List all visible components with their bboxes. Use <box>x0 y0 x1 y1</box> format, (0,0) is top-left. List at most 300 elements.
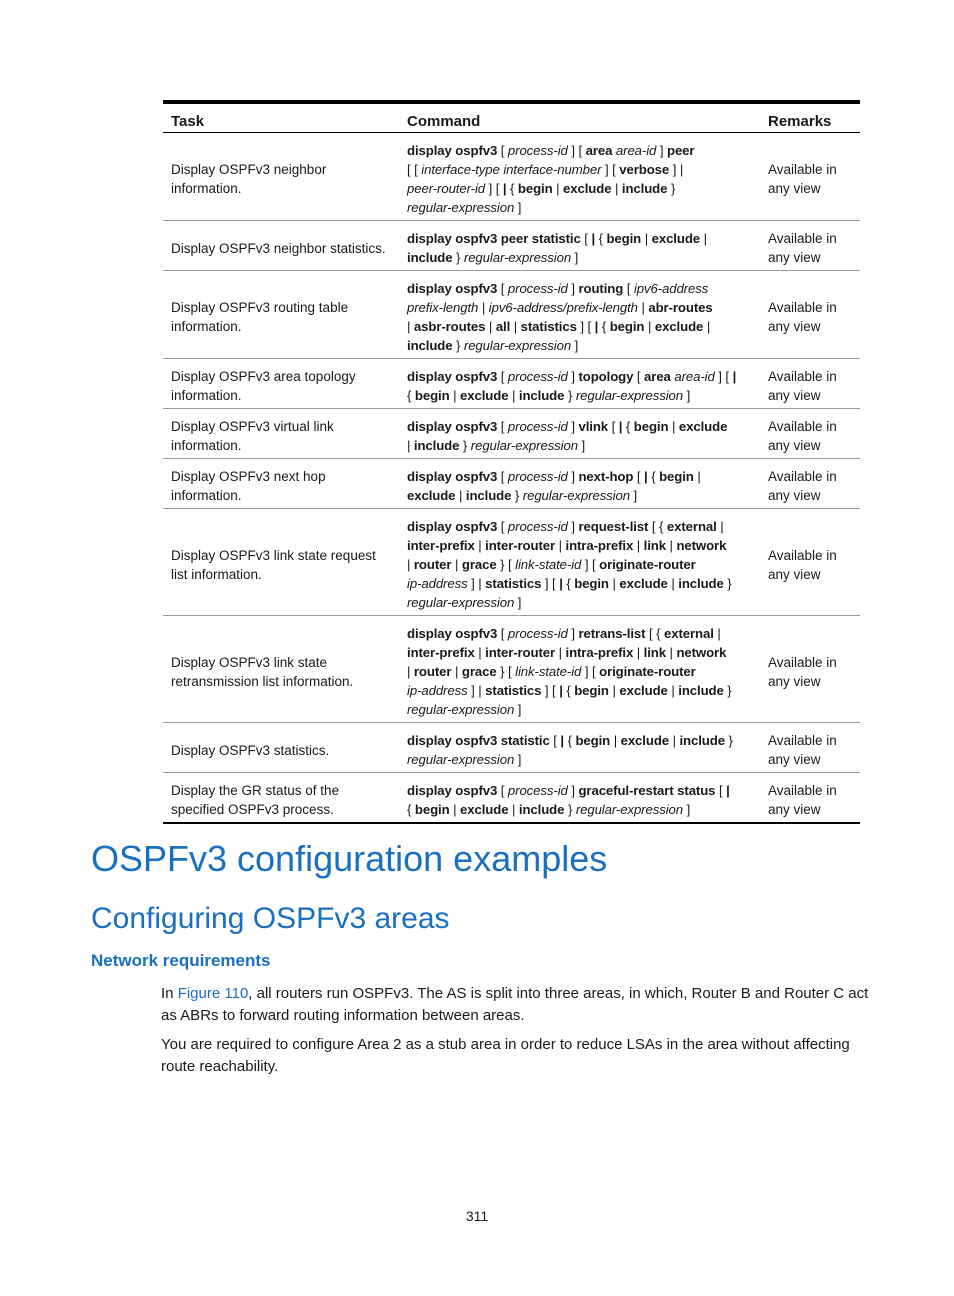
command-keyword: router <box>413 557 452 572</box>
command-syntax: | <box>667 683 679 698</box>
command-syntax: | <box>633 645 644 660</box>
task-line: Display OSPFv3 area topology <box>171 369 356 384</box>
command-syntax: ] <box>571 250 579 265</box>
command-keyword: exclude <box>651 231 701 246</box>
command-keyword: external <box>664 626 714 641</box>
remarks-line: Available in <box>768 300 837 315</box>
command-syntax: } [ <box>496 557 516 572</box>
command-cell <box>399 723 760 773</box>
figure-110-link[interactable]: Figure 110 <box>177 985 249 1002</box>
command-syntax: [ <box>497 469 508 484</box>
command-syntax: { <box>595 231 607 246</box>
table-row <box>163 409 860 459</box>
command-syntax: { <box>598 319 610 334</box>
command-keyword: inter-router <box>485 645 556 660</box>
task-cell <box>163 773 399 824</box>
remarks-line: Available in <box>768 654 837 670</box>
command-keyword: display ospfv3 <box>407 369 498 384</box>
command-syntax: ] <box>567 519 579 534</box>
command-line <box>407 179 752 198</box>
task-line: information. <box>171 388 242 403</box>
command-syntax: } [ <box>496 664 516 679</box>
command-keyword: originate-router <box>599 664 696 679</box>
command-keyword: display ospfv3 peer statistic <box>407 231 581 246</box>
command-keyword: exclude <box>460 388 509 403</box>
command-syntax: [ <box>715 783 727 798</box>
remarks-line: Available in <box>768 469 837 484</box>
command-syntax: | <box>693 469 701 484</box>
command-line <box>407 141 752 160</box>
task-cell <box>163 723 399 773</box>
command-keyword: display ospfv3 statistic <box>407 733 550 748</box>
command-syntax: ] [ <box>567 143 586 158</box>
command-argument: interface-type interface-number <box>421 162 602 177</box>
command-syntax: } <box>459 438 471 453</box>
subsection-heading: Configuring OSPFv3 areas <box>91 902 450 935</box>
command-syntax: ] <box>567 369 579 384</box>
command-cell <box>399 221 760 271</box>
command-argument: area-id <box>615 143 657 158</box>
command-argument: process-id <box>507 626 568 641</box>
command-syntax: } <box>564 388 576 403</box>
command-keyword: begin <box>414 388 450 403</box>
command-syntax: | <box>455 488 466 503</box>
command-syntax: { <box>564 733 576 748</box>
command-syntax: | <box>407 557 414 572</box>
command-line <box>407 624 752 643</box>
command-syntax: | <box>555 538 566 553</box>
command-syntax: ] <box>567 469 579 484</box>
command-line <box>407 298 752 317</box>
command-syntax: | <box>700 231 707 246</box>
command-keyword: asbr-routes <box>413 319 486 334</box>
command-syntax: | <box>610 733 621 748</box>
command-syntax: | <box>485 319 496 334</box>
command-syntax: ] [ <box>541 576 560 591</box>
table-row <box>163 459 860 509</box>
remarks-line: Available in <box>768 783 837 798</box>
command-syntax: [ <box>623 281 634 296</box>
command-keyword: statistics <box>485 576 542 591</box>
command-syntax: ] <box>577 438 586 453</box>
task-line: Display OSPFv3 neighbor <box>171 162 327 177</box>
command-line <box>407 574 752 593</box>
command-syntax: ] <box>683 802 691 817</box>
command-syntax: | <box>665 645 677 660</box>
command-syntax: ] <box>629 488 638 503</box>
command-keyword: include <box>407 250 453 265</box>
task-cell <box>163 409 399 459</box>
remarks-line: any view <box>768 802 821 817</box>
command-syntax: | <box>668 419 679 434</box>
command-keyword: display ospfv3 <box>407 281 498 296</box>
command-keyword: begin <box>414 802 450 817</box>
command-keyword: statistics <box>520 319 577 334</box>
command-keyword: intra-prefix <box>565 645 634 660</box>
command-keyword: include <box>407 338 453 353</box>
command-line <box>407 367 752 386</box>
command-line <box>407 781 752 800</box>
command-syntax: ] [ <box>576 319 595 334</box>
command-keyword: peer <box>666 143 695 158</box>
command-syntax: | <box>608 683 620 698</box>
command-syntax: ] <box>514 702 522 717</box>
command-argument: prefix-length <box>407 300 479 315</box>
command-keyword: include <box>678 683 724 698</box>
subsubsection-heading: Network requirements <box>91 951 271 970</box>
command-keyword: verbose <box>619 162 670 177</box>
remarks-cell <box>760 773 860 824</box>
command-syntax: { <box>407 388 415 403</box>
command-keyword: begin <box>659 469 694 484</box>
command-argument: regular-expression <box>407 752 515 767</box>
command-line <box>407 593 752 612</box>
command-keyword: | <box>618 419 623 434</box>
remarks-line: Available in <box>768 419 837 434</box>
command-syntax: | <box>449 388 461 403</box>
command-syntax: | <box>665 538 677 553</box>
command-syntax: | <box>508 388 519 403</box>
command-syntax: | <box>669 733 680 748</box>
command-syntax: } <box>723 576 732 591</box>
command-syntax: [ <box>549 733 561 748</box>
command-syntax: { <box>622 419 634 434</box>
command-keyword: network <box>676 538 727 553</box>
command-keyword: area <box>585 143 613 158</box>
command-keyword: exclude <box>460 802 509 817</box>
task-line: information. <box>171 438 242 453</box>
command-argument: ipv6-address <box>633 281 709 296</box>
remarks-line: any view <box>768 388 821 403</box>
task-cell <box>163 271 399 359</box>
remarks-line: Available in <box>768 162 837 177</box>
command-syntax: ] <box>567 281 579 296</box>
task-cell <box>163 509 399 616</box>
command-argument: regular-expression <box>470 438 578 453</box>
command-keyword: vlink <box>578 419 609 434</box>
command-keyword: statistics <box>485 683 542 698</box>
command-keyword: begin <box>606 231 642 246</box>
command-syntax: ] [ <box>581 664 600 679</box>
command-syntax: ] | <box>467 683 486 698</box>
command-keyword: exclude <box>619 683 668 698</box>
task-line: Display OSPFv3 neighbor statistics. <box>171 240 386 256</box>
task-line: Display OSPFv3 virtual link <box>171 419 334 434</box>
command-keyword: intra-prefix <box>565 538 634 553</box>
command-keyword: link <box>643 538 666 553</box>
command-line <box>407 517 752 536</box>
command-keyword: | <box>726 783 730 798</box>
command-cell <box>399 459 760 509</box>
command-cell <box>399 616 760 723</box>
command-keyword: | <box>502 181 507 196</box>
command-cell <box>399 133 760 221</box>
remarks-line: any view <box>768 250 821 265</box>
command-keyword: exclude <box>678 419 728 434</box>
command-argument: regular-expression <box>407 702 515 717</box>
command-syntax: [ <box>497 419 508 434</box>
command-syntax: | <box>716 519 724 534</box>
task-line: Display OSPFv3 next hop <box>171 469 326 484</box>
paragraph-text: In <box>161 985 178 1002</box>
command-keyword: include <box>679 733 725 748</box>
task-line: Display OSPFv3 routing table <box>171 300 349 315</box>
command-keyword: inter-router <box>485 538 556 553</box>
command-argument: peer-router-id <box>407 181 486 196</box>
command-keyword: | <box>559 683 563 698</box>
remarks-cell <box>760 459 860 509</box>
command-syntax: | <box>508 802 519 817</box>
command-keyword: link <box>643 645 666 660</box>
command-syntax: [ <box>580 231 592 246</box>
command-syntax: } <box>511 488 523 503</box>
command-keyword: include <box>518 388 565 403</box>
command-keyword: display ospfv3 <box>407 143 498 158</box>
command-syntax: | <box>611 181 622 196</box>
remarks-cell <box>760 271 860 359</box>
command-argument: link-state-id <box>515 664 582 679</box>
remarks-cell <box>760 409 860 459</box>
network-requirements-paragraph-2: You are required to configure Area 2 as a stub area in order to reduce LSAs in the area without affecting route reachability. <box>161 1036 850 1075</box>
command-argument: area-id <box>674 369 715 384</box>
task-cell <box>163 359 399 409</box>
page-number: 311 <box>465 1208 489 1224</box>
header-command: Command <box>399 102 760 133</box>
table-header-row <box>163 102 860 133</box>
command-argument: process-id <box>507 783 568 798</box>
command-syntax: ] [ <box>485 181 503 196</box>
command-line <box>407 467 752 486</box>
remarks-cell <box>760 509 860 616</box>
table-row <box>163 133 860 221</box>
command-argument: ipv6-address/prefix-length <box>488 300 638 315</box>
command-line <box>407 248 752 267</box>
command-argument: process-id <box>507 143 568 158</box>
command-keyword: begin <box>574 683 609 698</box>
command-argument: ip-address <box>407 576 468 591</box>
command-keyword: display ospfv3 <box>407 419 498 434</box>
header-task: Task <box>163 102 399 133</box>
command-syntax: ] <box>656 143 667 158</box>
remarks-line: any view <box>768 488 821 503</box>
command-syntax: ] [ <box>581 557 600 572</box>
command-keyword: grace <box>461 664 497 679</box>
command-syntax: [ { <box>645 626 664 641</box>
command-syntax: ] [ <box>541 683 560 698</box>
command-syntax: ] <box>514 595 522 610</box>
remarks-line: Available in <box>768 231 837 246</box>
command-syntax: { <box>407 802 415 817</box>
command-argument: process-id <box>507 281 568 296</box>
command-argument: regular-expression <box>463 250 572 265</box>
command-syntax: | <box>451 664 462 679</box>
command-keyword: topology <box>578 369 634 384</box>
command-syntax: | <box>451 557 462 572</box>
command-keyword: | <box>644 469 648 484</box>
command-syntax: | <box>449 802 461 817</box>
command-argument: process-id <box>507 469 568 484</box>
task-line: Display OSPFv3 link state request <box>171 547 376 563</box>
command-syntax: | <box>474 645 486 660</box>
command-argument: process-id <box>507 419 568 434</box>
command-keyword: grace <box>461 557 497 572</box>
command-line <box>407 486 752 505</box>
command-line <box>407 643 752 662</box>
command-keyword: network <box>676 645 727 660</box>
command-syntax: ] <box>683 388 691 403</box>
command-keyword: graceful-restart status <box>578 783 716 798</box>
command-keyword: | <box>594 319 599 334</box>
command-line <box>407 336 752 355</box>
command-line <box>407 700 752 719</box>
task-line: information. <box>171 319 242 334</box>
remarks-line: Available in <box>768 733 837 748</box>
command-syntax: | <box>407 438 414 453</box>
command-argument: regular-expression <box>407 595 515 610</box>
table-row <box>163 773 860 824</box>
task-cell <box>163 616 399 723</box>
task-line: Display OSPFv3 link state <box>171 654 328 670</box>
command-syntax: | <box>407 319 414 334</box>
command-keyword: exclude <box>619 576 668 591</box>
command-keyword: include <box>465 488 512 503</box>
command-keyword: display ospfv3 <box>407 469 498 484</box>
command-keyword: all <box>495 319 511 334</box>
command-line <box>407 731 752 750</box>
command-syntax: [ <box>497 519 508 534</box>
command-syntax: { <box>647 469 660 484</box>
table-row <box>163 616 860 723</box>
network-requirements-paragraph-1 <box>161 983 873 1027</box>
command-argument: process-id <box>507 369 568 384</box>
command-keyword: routing <box>578 281 624 296</box>
header-remarks: Remarks <box>760 102 860 133</box>
remarks-line: any view <box>768 319 821 334</box>
command-keyword: exclude <box>563 181 612 196</box>
command-syntax: ] | <box>467 576 486 591</box>
task-line: list information. <box>171 566 262 582</box>
command-keyword: begin <box>575 733 611 748</box>
command-syntax: | <box>637 300 649 315</box>
remarks-line: any view <box>768 438 821 453</box>
command-syntax: } <box>724 733 733 748</box>
command-syntax: | <box>703 319 711 334</box>
remarks-cell <box>760 221 860 271</box>
command-argument: regular-expression <box>575 802 683 817</box>
command-syntax: | <box>667 576 679 591</box>
command-argument: process-id <box>507 519 568 534</box>
command-cell <box>399 271 760 359</box>
command-line <box>407 417 752 436</box>
command-syntax: | <box>644 319 655 334</box>
command-syntax: | <box>407 664 414 679</box>
command-argument: regular-expression <box>522 488 630 503</box>
command-syntax: | <box>555 645 566 660</box>
command-keyword: exclude <box>654 319 704 334</box>
command-syntax: ] <box>514 200 522 215</box>
command-keyword: display ospfv3 <box>407 519 498 534</box>
command-syntax: [ [ <box>407 162 422 177</box>
command-syntax: [ <box>497 783 508 798</box>
command-line <box>407 229 752 248</box>
command-line <box>407 436 752 455</box>
table-row <box>163 359 860 409</box>
command-keyword: begin <box>633 419 669 434</box>
remarks-line: any view <box>768 673 821 689</box>
command-syntax: | <box>478 300 489 315</box>
command-keyword: include <box>413 438 460 453</box>
task-cell <box>163 133 399 221</box>
command-cell <box>399 773 760 824</box>
command-argument: ip-address <box>407 683 468 698</box>
paragraph-text: , all routers run OSPFv3. The AS is split into three areas, in which, Router B and Router C act as ABRs to forward routing information between areas. <box>161 985 869 1024</box>
command-syntax: } <box>667 181 676 196</box>
command-line <box>407 160 752 179</box>
command-syntax: ] <box>567 419 579 434</box>
table-row <box>163 221 860 271</box>
command-syntax: ] <box>514 752 522 767</box>
command-argument: regular-expression <box>407 200 515 215</box>
command-syntax: | <box>713 626 721 641</box>
command-argument: regular-expression <box>575 388 683 403</box>
section-heading: OSPFv3 configuration examples <box>91 838 608 879</box>
command-keyword: display ospfv3 <box>407 783 498 798</box>
command-syntax: } <box>723 683 732 698</box>
command-cell <box>399 509 760 616</box>
remarks-cell <box>760 359 860 409</box>
command-keyword: | <box>732 369 737 384</box>
remarks-line: any view <box>768 752 821 767</box>
command-syntax: [ { <box>648 519 667 534</box>
command-line <box>407 198 752 217</box>
table-row <box>163 271 860 359</box>
command-syntax: ] <box>567 783 579 798</box>
task-line: Display the GR status of the <box>171 783 340 798</box>
command-syntax: [ <box>497 626 508 641</box>
command-syntax: ] <box>571 338 579 353</box>
command-line <box>407 662 752 681</box>
command-line <box>407 386 752 405</box>
command-keyword: | <box>560 733 565 748</box>
command-syntax: | <box>633 538 644 553</box>
command-line <box>407 317 752 336</box>
command-syntax: [ <box>608 419 619 434</box>
command-syntax: { <box>562 576 575 591</box>
command-line <box>407 750 752 769</box>
command-line <box>407 555 752 574</box>
command-syntax: [ <box>497 143 508 158</box>
task-cell <box>163 459 399 509</box>
task-cell <box>163 221 399 271</box>
task-line: Display OSPFv3 statistics. <box>171 742 330 758</box>
command-syntax: | <box>474 538 486 553</box>
command-keyword: begin <box>517 181 553 196</box>
command-cell <box>399 409 760 459</box>
command-syntax: [ <box>633 469 645 484</box>
remarks-line: any view <box>768 566 821 582</box>
command-argument: regular-expression <box>463 338 572 353</box>
command-syntax: } <box>564 802 576 817</box>
command-keyword: external <box>666 519 717 534</box>
remarks-cell <box>760 723 860 773</box>
command-syntax: | <box>641 231 652 246</box>
command-keyword: | <box>559 576 563 591</box>
command-syntax: { <box>506 181 518 196</box>
command-keyword: | <box>591 231 596 246</box>
command-keyword: begin <box>609 319 645 334</box>
command-syntax: [ <box>497 281 508 296</box>
command-syntax: } <box>452 338 464 353</box>
